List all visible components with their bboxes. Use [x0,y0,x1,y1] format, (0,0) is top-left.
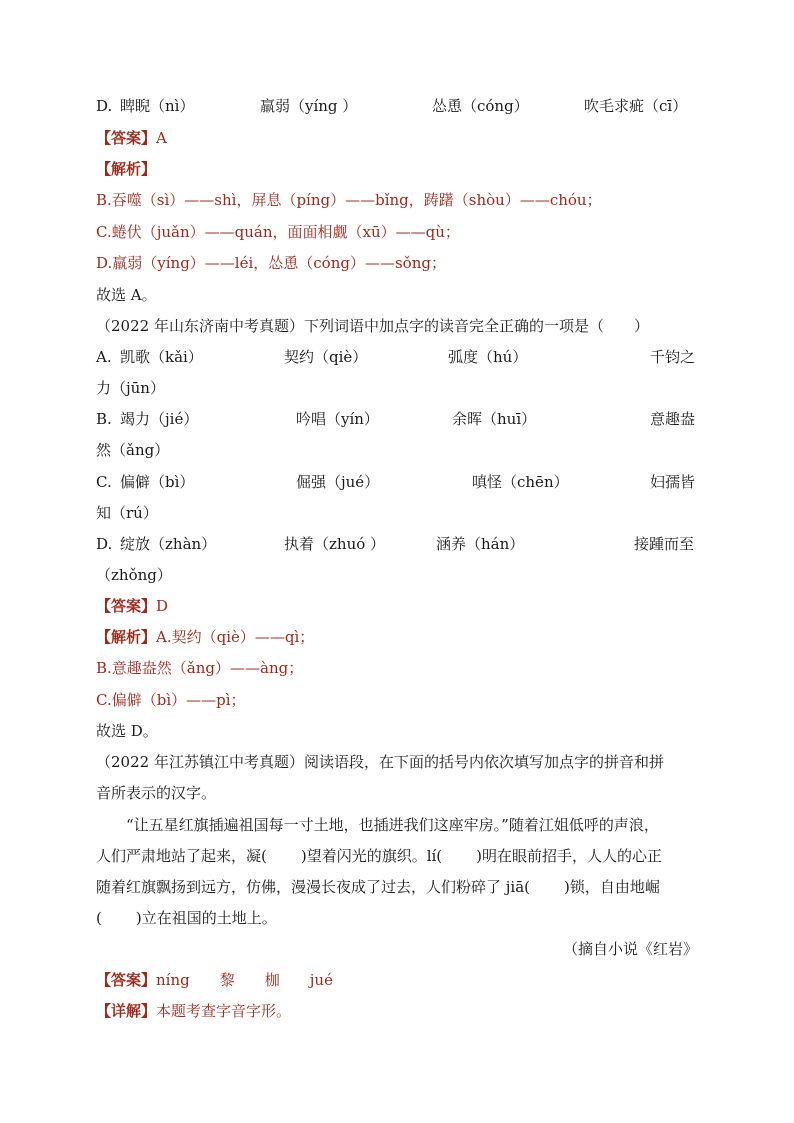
passage-line [96,841,700,872]
passage-segment: )望着闪光的旗织。lí( [300,847,443,865]
q3-stem-line2: 音所表示的汉字。 [96,784,217,802]
q2-option-d-wrap: （zhǒng） [96,566,172,584]
prev-conclusion: 故选 A。 [96,286,157,304]
option-label: A. [96,348,112,366]
q2-option-c [96,470,700,494]
passage-segment: 人们严肃地站了起来，凝( [96,847,267,865]
answer-value: 黎 [219,971,235,989]
q2-option-d [96,532,700,556]
prev-option-d [96,94,700,118]
option-item: 嗔怪（chēn） [472,473,569,491]
q2-analysis-line: B.意趣盎然（ǎng）——àng； [96,659,304,677]
q2-analysis [96,625,700,649]
analysis-text: A.契约（qiè）——qì； [156,628,315,646]
option-item: 执着（zhuó ） [284,535,386,553]
prev-answer [96,126,700,150]
option-item: 接踵而至 [634,535,695,553]
option-item: 妇孺皆 [650,473,696,491]
option-label: D. [96,535,113,553]
analysis-tag: 【解析】 [96,160,157,178]
option-item: 契约（qiè） [284,348,368,366]
q2-option-a [96,345,700,369]
option-label: C. [96,473,112,491]
option-item: 凯歌（kǎi） [120,348,203,366]
passage-segment: )锁，自由地崛 [564,878,660,896]
q3-stem-line1: （2022 年江苏镇江中考真题）阅读语段，在下面的括号内依次填写加点字的拼音和拼 [96,753,664,771]
option-item: 弧度（hú） [448,348,528,366]
passage-line: “让五星红旗插遍祖国每一寸土地，也插进我们这座牢房。”随着江姐低呼的声浪， [126,816,659,834]
q3-source: （摘自小说《红岩》 [562,940,698,958]
q2-analysis-line: C.偏僻（bì）——pì； [96,691,246,709]
q2-option-a-wrap: 力（jūn） [96,379,165,397]
passage-segment: )明在眼前招手，人人的心正 [476,847,663,865]
q3-passage [96,810,700,934]
option-item: 偏僻（bì） [120,473,195,491]
q2-stem: （2022 年山东济南中考真题）下列词语中加点字的读音完全正确的一项是（ ） [96,317,649,335]
option-item: 怂恿（cóng） [432,97,529,115]
answer-tag: 【答案】 [96,129,157,147]
passage-segment: 随着红旗飘扬到远方，仿佛，漫漫长夜成了过去，人们粉碎了 jiā( [96,878,531,896]
option-item: 绽放（zhàn） [120,535,217,553]
analysis-tag: 【解析】 [96,628,157,646]
option-item: 吹毛求疵（cī） [584,97,688,115]
answer-value: níng [156,971,190,989]
option-label: D. [96,97,113,115]
q2-option-b-wrap: 然（ǎng） [96,441,170,459]
answer-value: A [156,129,167,147]
detail-tag: 【详解】 [96,1002,157,1020]
option-item: 倔强（jué） [296,473,380,491]
option-item: 羸弱（yíng ） [260,97,358,115]
answer-value: 枷 [264,971,280,989]
option-item: 千钧之 [650,348,696,366]
q2-conclusion: 故选 D。 [96,722,158,740]
passage-line [96,872,700,903]
detail-text: 本题考查字音字形。 [156,1002,292,1020]
passage-line [96,903,700,934]
prev-analysis-line: B.吞噬（sì）——shì，屏息（píng）——bǐng，踌躇（shòu）——chóu； [96,191,602,209]
prev-analysis-tag [96,157,700,181]
answer-tag: 【答案】 [96,597,157,615]
q3-answer [96,968,700,992]
prev-analysis-line: D.羸弱（yíng）——léi，怂恿（cóng）——sǒng； [96,254,446,272]
answer-tag: 【答案】 [96,971,157,989]
prev-analysis-line: C.蜷伏（juǎn）——quán，面面相觑（xū）——qù； [96,223,460,241]
option-label: B. [96,410,112,428]
q2-option-b [96,407,700,431]
passage-segment: ( [96,909,102,927]
option-item: 涵养（hán） [436,535,525,553]
option-item: 竭力（jié） [120,410,199,428]
q2-answer [96,594,700,618]
passage-segment: )立在祖国的土地上。 [135,909,277,927]
option-item: 余晖（huī） [452,410,537,428]
option-item: 吟唱（yín） [296,410,379,428]
q3-detail [96,999,700,1023]
q2-option-c-wrap: 知（rú） [96,504,158,522]
option-item: 意趣盎 [650,410,696,428]
answer-value: D [156,597,169,615]
option-item: 睥睨（nì） [120,97,195,115]
answer-value: jué [309,971,333,989]
